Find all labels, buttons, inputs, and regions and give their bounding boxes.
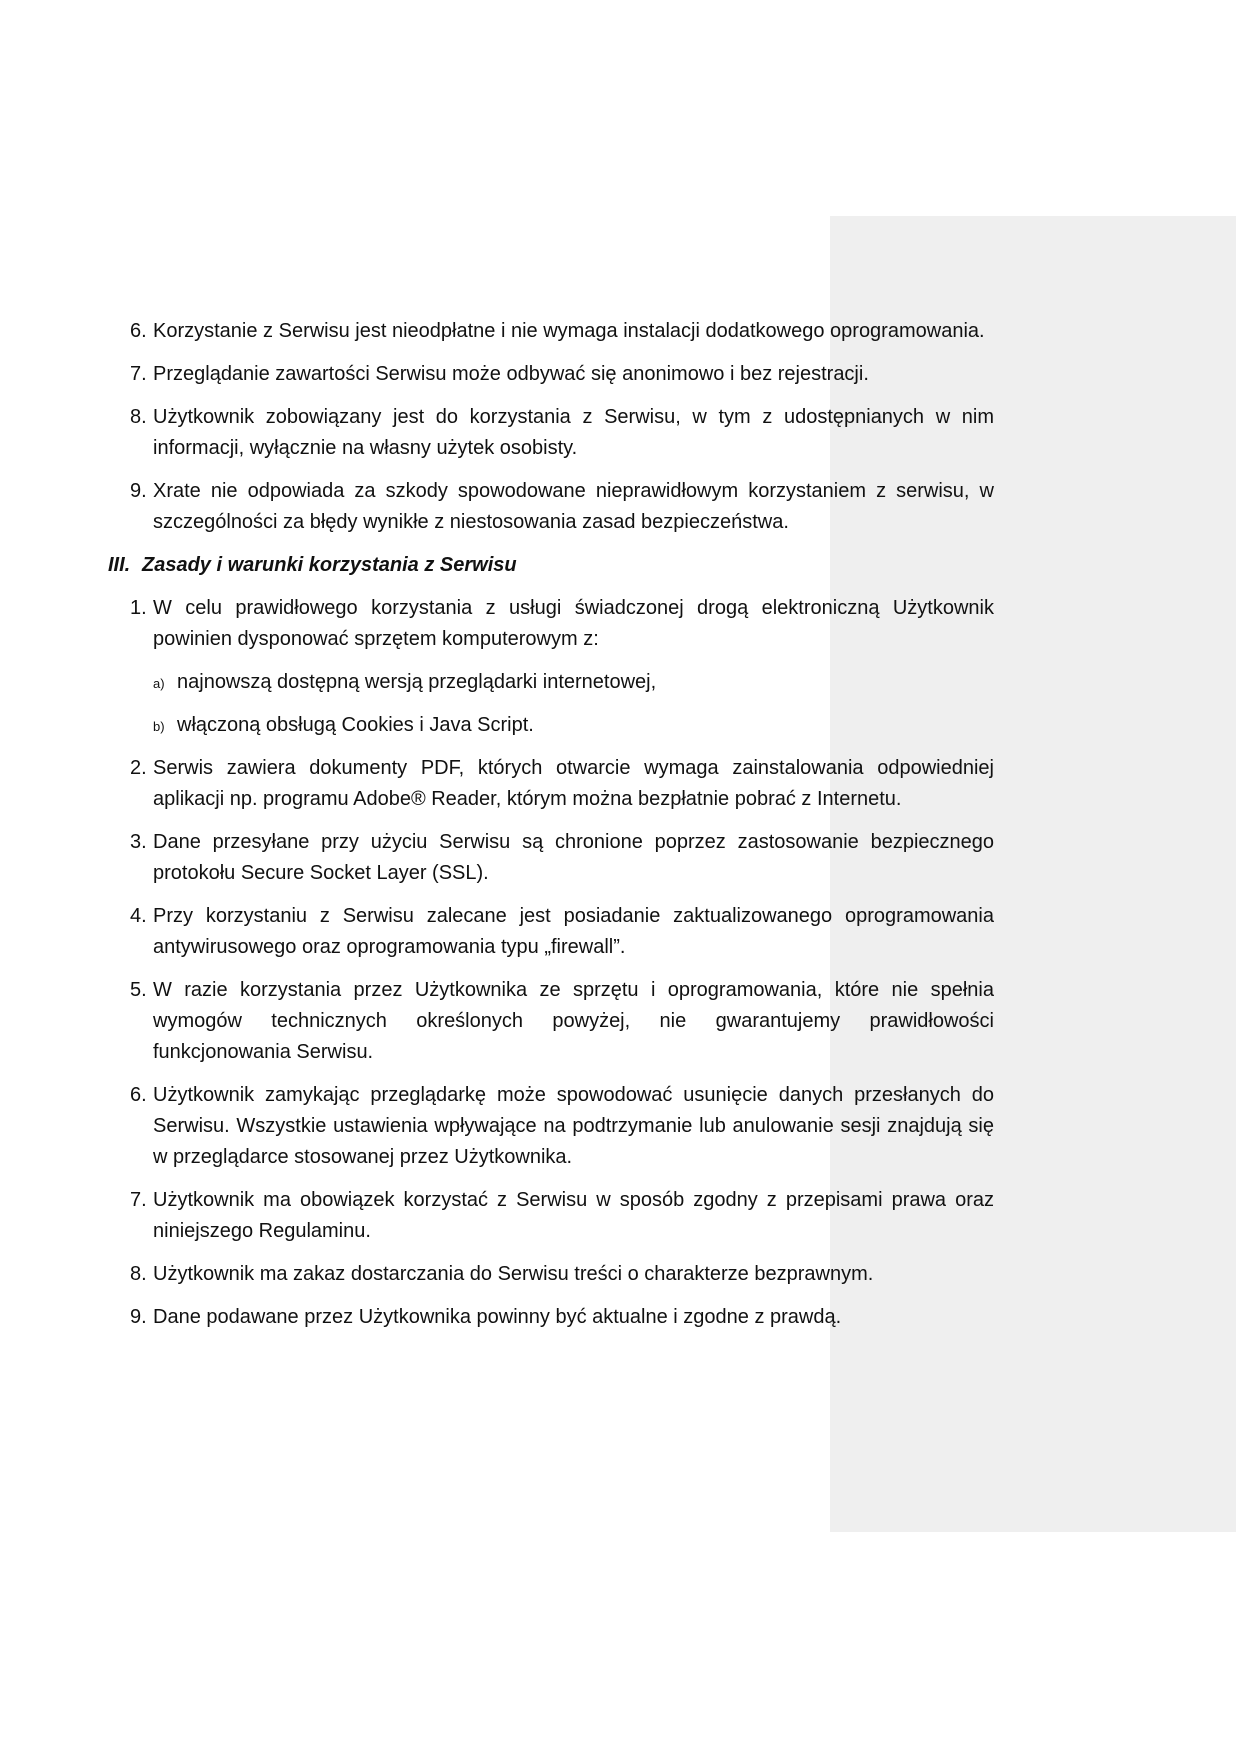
list-text: Korzystanie z Serwisu jest nieodpłatne i nie wymaga instalacji dodatkowego oprogramowania. bbox=[153, 320, 985, 342]
list-item bbox=[108, 593, 994, 655]
list-item bbox=[108, 316, 994, 347]
list-item bbox=[108, 1302, 994, 1333]
list-number: 9. bbox=[130, 1306, 147, 1328]
list-number: 3. bbox=[130, 831, 147, 853]
list-text: Xrate nie odpowiada za szkody spowodowane nieprawidłowym korzystaniem z serwisu, w szczególności za błędy wynikłe z niestosowania zasad bezpieczeństwa. bbox=[153, 480, 994, 533]
list-item bbox=[108, 753, 994, 815]
list-number: 9. bbox=[130, 480, 147, 502]
list-item bbox=[108, 402, 994, 464]
list-item bbox=[108, 975, 994, 1068]
list-number: 7. bbox=[130, 1189, 147, 1211]
section-number: III. bbox=[108, 554, 131, 576]
list-number: 1. bbox=[130, 597, 147, 619]
document-body bbox=[108, 316, 994, 1345]
sub-list-item bbox=[108, 667, 994, 698]
sub-list-text: włączoną obsługą Cookies i Java Script. bbox=[177, 714, 534, 736]
section-heading bbox=[108, 550, 994, 581]
list-text: Użytkownik ma obowiązek korzystać z Serwisu w sposób zgodny z przepisami prawa oraz niniejszego Regulaminu. bbox=[153, 1189, 994, 1242]
sub-list-text: najnowszą dostępną wersją przeglądarki internetowej, bbox=[177, 671, 657, 693]
sub-list-letter: b) bbox=[153, 719, 165, 734]
list-text: Dane podawane przez Użytkownika powinny być aktualne i zgodne z prawdą. bbox=[153, 1306, 842, 1328]
list-text: Przy korzystaniu z Serwisu zalecane jest posiadanie zaktualizowanego oprogramowania antywirusowego oraz oprogramowania typu „firewall”. bbox=[153, 905, 994, 958]
sub-list-item bbox=[108, 710, 994, 741]
list-text: W razie korzystania przez Użytkownika ze sprzętu i oprogramowania, które nie spełnia wymogów technicznych określonych powyżej, nie gwarantujemy prawidłowości funkcjonowania Serwisu. bbox=[153, 979, 994, 1063]
list-number: 8. bbox=[130, 406, 147, 428]
list-text: Dane przesyłane przy użyciu Serwisu są chronione poprzez zastosowanie bezpiecznego protokołu Secure Socket Layer (SSL). bbox=[153, 831, 994, 884]
list-text: Serwis zawiera dokumenty PDF, których otwarcie wymaga zainstalowania odpowiedniej aplikacji np. programu Adobe® Reader, którym można bezpłatnie pobrać z Internetu. bbox=[153, 757, 994, 810]
list-item bbox=[108, 901, 994, 963]
list-item bbox=[108, 359, 994, 390]
list-text: Użytkownik ma zakaz dostarczania do Serwisu treści o charakterze bezprawnym. bbox=[153, 1263, 874, 1285]
list-number: 7. bbox=[130, 363, 147, 385]
list-item bbox=[108, 1259, 994, 1290]
list-number: 6. bbox=[130, 1084, 147, 1106]
list-item bbox=[108, 1185, 994, 1247]
list-item bbox=[108, 827, 994, 889]
list-text: Przeglądanie zawartości Serwisu może odbywać się anonimowo i bez rejestracji. bbox=[153, 363, 869, 385]
sub-list-letter: a) bbox=[153, 676, 165, 691]
list-number: 4. bbox=[130, 905, 147, 927]
list-number: 5. bbox=[130, 979, 147, 1001]
section-title: Zasady i warunki korzystania z Serwisu bbox=[142, 554, 517, 576]
list-item bbox=[108, 1080, 994, 1173]
list-item bbox=[108, 476, 994, 538]
list-text: Użytkownik zobowiązany jest do korzystania z Serwisu, w tym z udostępnianych w nim informacji, wyłącznie na własny użytek osobisty. bbox=[153, 406, 994, 459]
list-number: 2. bbox=[130, 757, 147, 779]
list-text: W celu prawidłowego korzystania z usługi świadczonej drogą elektroniczną Użytkownik powinien dysponować sprzętem komputerowym z: bbox=[153, 597, 994, 650]
list-text: Użytkownik zamykając przeglądarkę może spowodować usunięcie danych przesłanych do Serwisu. Wszystkie ustawienia wpływające na podtrzymanie lub anulowanie sesji znajdują się w przeglądarce stosowanej przez Użytkownika. bbox=[153, 1084, 994, 1168]
list-number: 6. bbox=[130, 320, 147, 342]
list-number: 8. bbox=[130, 1263, 147, 1285]
